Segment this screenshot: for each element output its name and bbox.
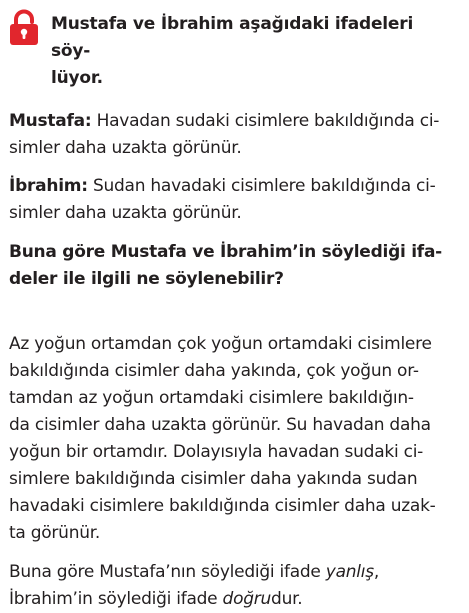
speaker-ibrahim: İbrahim: <box>9 176 88 196</box>
conclusion-line-2-prefix: İbrahim’in söylediği ifade <box>9 589 223 609</box>
question-header <box>9 0 457 92</box>
question-intro-line-1: Mustafa ve İbrahim aşağıdaki ifadeleri söy- <box>51 14 414 61</box>
conclusion-line-2 <box>9 586 457 613</box>
answer-line-2: bakıldığında cisimler daha yakında, çok yoğun or- <box>9 361 419 381</box>
answer-explanation <box>9 331 457 547</box>
conclusion-line-1-prefix: Buna göre Mustafa’nın söylediği ifade <box>9 562 326 582</box>
question-intro <box>51 11 457 92</box>
answer-line-5: yoğun bir ortamdır. Dolayısıyla havadan sudaki ci- <box>9 442 424 462</box>
conclusion-line-1-suffix: , <box>373 562 379 582</box>
statement-ibrahim <box>9 173 457 227</box>
answer-line-7: havadaki cisimlere bakıldığında cisimler daha uzak- <box>9 496 436 516</box>
conclusion-line-1 <box>9 559 457 586</box>
conclusion-dogru: doğru <box>222 589 272 609</box>
conclusion-yanlis: yanlış <box>325 562 374 582</box>
statement-ibrahim-text-1: Sudan havadaki cisimlere bakıldığında ci- <box>92 176 436 196</box>
answer-conclusion <box>9 559 457 613</box>
question-text <box>9 239 457 293</box>
statement-mustafa-line-2: simler daha uzakta görünür. <box>9 138 242 158</box>
statement-mustafa-text-1: Havadan sudaki cisimlere bakıldığında ci- <box>96 111 440 131</box>
answer-line-6: simlere bakıldığında cisimler daha yakında sudan <box>9 469 418 489</box>
answer-line-3: tamdan az yoğun ortamdaki cisimlere bakıldığın- <box>9 388 414 408</box>
document-page <box>9 0 457 613</box>
question-line-1: Buna göre Mustafa ve İbrahim’in söylediği ifa- <box>9 242 442 262</box>
conclusion-line-2-suffix: dur. <box>271 589 303 609</box>
question-intro-line-2: lüyor. <box>51 68 103 88</box>
answer-line-8: ta görünür. <box>9 523 101 543</box>
lock-icon <box>9 9 39 45</box>
statement-mustafa <box>9 108 457 162</box>
statement-ibrahim-line-1 <box>9 173 457 200</box>
answer-line-4: da cisimler daha uzakta görünür. Su havadan daha <box>9 415 431 435</box>
answer-line-1: Az yoğun ortamdan çok yoğun ortamdaki cisimlere <box>9 334 432 354</box>
statement-mustafa-line-1 <box>9 108 457 135</box>
speaker-mustafa: Mustafa: <box>9 111 92 131</box>
statement-ibrahim-line-2: simler daha uzakta görünür. <box>9 203 242 223</box>
question-line-2: deler ile ilgili ne söylenebilir? <box>9 269 284 289</box>
